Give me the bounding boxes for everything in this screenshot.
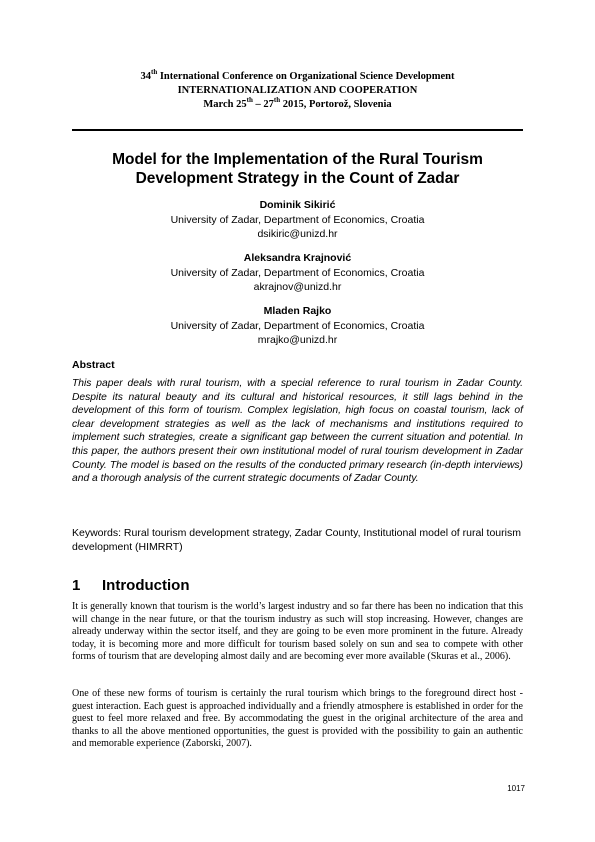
author-affiliation: University of Zadar, Department of Economics, Croatia [170, 319, 425, 332]
abstract-heading: Abstract [72, 359, 115, 371]
conference-line-1: 34th International Conference on Organizational Science Development [140, 67, 455, 82]
paper-title-line-2: Development Strategy in the Count of Zadar [135, 170, 460, 187]
body-paragraph: It is generally known that tourism is the world’s largest industry and so far there has been no indication that this will change in the near future, or that the tourism industry as such will stop increasing. However, changes are already underway within the sector itself, and they are going to be even more prominent in the future. Already today, it is becoming more and more difficult for tourism based solely on sun and sea to compete with other forms of tourism that are developing almost daily and are becoming ever more available (Skuras et al., 2006). [72, 601, 523, 663]
section-number: 1 [72, 577, 81, 594]
author-block [72, 304, 523, 348]
author-email[interactable]: dsikiric@unizd.hr [257, 228, 338, 240]
body-paragraph: One of these new forms of tourism is certainly the rural tourism which brings to the foreground direct host - guest interaction. Each guest is approached individually and a friendly atmosphere is established in order for the guest to feel more relaxed and free. By accommodating the guest in the original architecture of the area and thanks to all the above mentioned opportunities, the guest is provided with the possibility to gain an authentic and memorable experience (Zaborski, 2007). [72, 688, 523, 750]
author-name: Dominik Sikirić [259, 199, 336, 211]
paper-title [72, 150, 523, 188]
author-affiliation: University of Zadar, Department of Economics, Croatia [170, 266, 425, 279]
author-email[interactable]: akrajnov@unizd.hr [253, 281, 342, 293]
abstract-text: This paper deals with rural tourism, with a special reference to rural tourism in Zadar County. Despite its natural beauty and its cultural and historical resources, it still lags behind in the development of this form of tourism. Complex legislation, high focus on coastal tourism, lack of clear development strategies as well as the lack of mechanisms and institutions required to implement such strategies, create a significant gap between the current situation and potential. In this paper, the authors present their own institutional model of rural tourism development in Zadar County. The model is based on the results of the conducted primary research (in-depth interviews) and a thorough analysis of the current strategic documents of Zadar County. [72, 378, 523, 485]
author-block [72, 198, 523, 242]
conference-line-2: INTERNATIONALIZATION AND COOPERATION [177, 85, 418, 96]
conference-header [72, 67, 523, 112]
paper-title-line-1: Model for the Implementation of the Rural Tourism [112, 151, 483, 168]
page-number: 1017 [507, 784, 525, 793]
header-divider [72, 129, 523, 131]
author-email[interactable]: mrajko@unizd.hr [257, 334, 338, 346]
conference-line-3: March 25th – 27th 2015, Portorož, Slovenia [203, 95, 392, 110]
author-affiliation: University of Zadar, Department of Economics, Croatia [170, 213, 425, 226]
section-title: Introduction [102, 577, 190, 594]
author-name: Mladen Rajko [263, 305, 332, 317]
author-block [72, 251, 523, 295]
section-heading [72, 577, 189, 594]
author-name: Aleksandra Krajnović [243, 252, 352, 264]
keywords: Keywords: Rural tourism development strategy, Zadar County, Institutional model of rural tourism development (HIMRRT) [72, 527, 521, 553]
